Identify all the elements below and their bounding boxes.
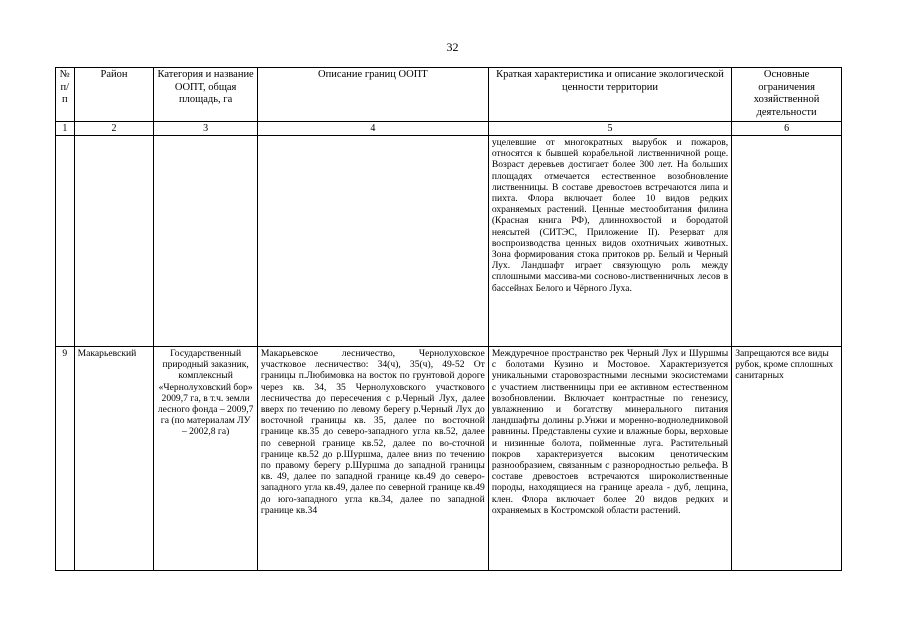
header-category: Категория и название ООПТ, общая площадь, га xyxy=(154,68,258,122)
table-cell xyxy=(732,136,842,347)
district-cell: Макарьевский xyxy=(74,347,154,571)
page-number: 32 xyxy=(446,40,459,54)
characteristics-cell: уцелевшие от многократных вырубок и пожаров, относятся к бывшей корабельной лиственничной роще. Возраст деревьев достигает более 300 лет. На больших площадях отмечается естественное возобновление лиственницы. В составе древостоев встречаются липа и пихта. Флора включает более 10 видов редких охраняемых растений. Ценные местообитания филина (Красная книга РФ), длиннохвостой и бородатой неясытей (СИТЭС, Приложение II). Резерват для воспроизводства ценных видов охотничьих животных. Зона формирования стока притоков рр. Белый и Черный Лух. Ландшафт играет связующую роль между сплошными массива-ми сосново-лиственничных лесов в бассейнах Белого и Чёрного Луха. xyxy=(488,136,731,347)
category-cell: Государственный природный заказник, комплексный «Чернолуховский бор» 2009,7 га, в т.ч. земли лесного фонда – 2009,7 га (по материалам ЛУ – 2002,8 га) xyxy=(154,347,258,571)
header-characteristics: Краткая характеристика и описание экологической ценности территории xyxy=(488,68,731,122)
table-cell xyxy=(56,136,75,347)
column-number: 3 xyxy=(154,122,258,136)
table-row xyxy=(56,347,842,571)
characteristics-cell: Междуречное пространство рек Черный Лух и Шуршмы с болотами Кузино и Мостовое. Характеризуется уникальными старовозрастными лесными экосистемами с участием лиственницы при ее активном естественном возобновлении. Включает контрастные по генезису, увлажнению и богатству минерального питания ландшафты долины р.Унжи и моренно-водноледниковой равнины. Представлены сухие и влажные боры, верховые и низинные болота, пойменные луга. Растительный покров характеризуется высоким ценотическим разнообразием, связанным с разнородностью рельефа. В составе древостоев встречаются широколиственные породы, находящиеся на границе ареала - дуб, лещина, клен. Флора включает более 20 видов редких и охраняемых в Костромской области растений. xyxy=(488,347,731,571)
table-cell xyxy=(257,136,488,347)
column-number: 4 xyxy=(257,122,488,136)
column-numbers-row xyxy=(56,122,842,136)
table-header-row xyxy=(56,68,842,122)
restrictions-cell: Запрещаются все виды рубок, кроме сплошных санитарных xyxy=(732,347,842,571)
column-number: 2 xyxy=(74,122,154,136)
header-restrictions: Основные ограничения хозяйственной деятельности xyxy=(732,68,842,122)
ooopt-table xyxy=(55,67,842,571)
boundaries-cell: Макарьевское лесничество, Чернолуховское участковое лесничество: 34(ч), 35(ч), 49-52 От границы п.Любимовка на восток по грунтовой дороге через кв. 34, 35 Чернолуховского участкового лесничества до пересечения с р.Черный Лух, далее вверх по течению по левому берегу р.Черный Лух до восточной границы кв. 35, далее по восточной границе кв.35 до северо-западного угла кв.52, далее по северной границе кв.52, далее по во-сточной границе кв.52 до р.Шуршма, далее вниз по течению по правому берегу р.Шуршма до западной границы кв. 49, далее по западной границе кв.49 до северо-западного угла кв.49, далее по северной границе кв.49 до юго-западного угла кв.34, далее по западной границе кв.34 xyxy=(257,347,488,571)
header-boundaries: Описание границ ООПТ xyxy=(257,68,488,122)
table-cell xyxy=(74,136,154,347)
column-number: 6 xyxy=(732,122,842,136)
table-row-continuation xyxy=(56,136,842,347)
column-number: 5 xyxy=(488,122,731,136)
header-district: Район xyxy=(74,68,154,122)
column-number: 1 xyxy=(56,122,75,136)
header-number: № п/п xyxy=(56,68,75,122)
table-cell xyxy=(154,136,258,347)
row-number-cell: 9 xyxy=(56,347,75,571)
